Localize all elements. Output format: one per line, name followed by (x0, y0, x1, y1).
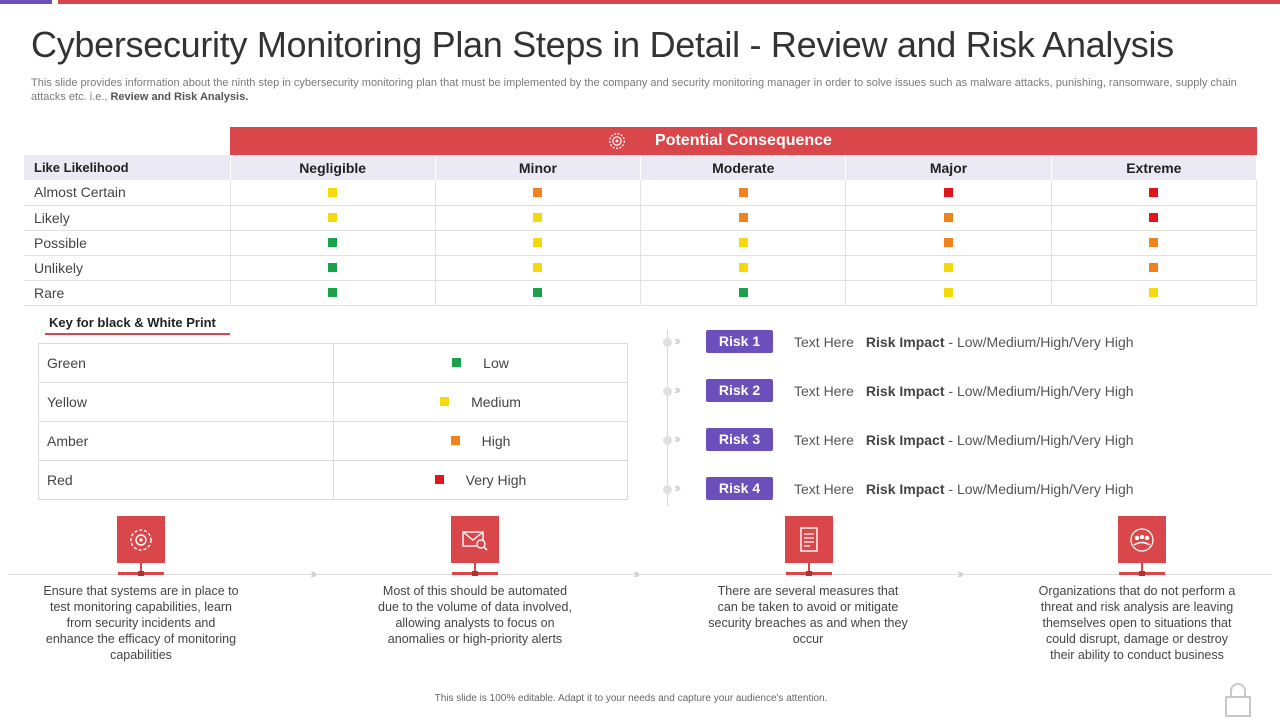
subtitle-bold: Review and Risk Analysis. (110, 91, 249, 103)
risk-item (662, 428, 1262, 452)
chevrons-icon: ››› (633, 566, 637, 581)
matrix-cell (230, 255, 435, 280)
key-color-name: Green (39, 344, 334, 383)
step-description: Organizations that do not perform a threat and risk analysis are leaving themselves open to situations that could disrupt, damage or destroy their ability to conduct business (1038, 584, 1236, 662)
key-title-underline (45, 333, 230, 335)
key-level-label: Medium (471, 394, 521, 410)
top-accent-purple (0, 0, 52, 4)
risk-description (794, 432, 1134, 448)
risk-badge: Risk 3 (706, 428, 773, 451)
matrix-cell (435, 255, 640, 280)
key-level-label: High (481, 433, 511, 449)
step-marker-center (472, 571, 478, 576)
matrix-cell (641, 280, 846, 305)
risk-level-green-marker (328, 288, 337, 297)
risk-description (794, 383, 1134, 399)
timeline-dot (663, 338, 672, 347)
step-marker-center (138, 571, 144, 576)
footer-note: This slide is 100% editable. Adapt it to your needs and capture your audience's attention. (434, 693, 828, 704)
matrix-row (24, 180, 1257, 205)
chevrons-icon: ››› (310, 566, 314, 581)
likelihood-label: Likely (24, 205, 230, 230)
risk-level-amber-marker (1149, 263, 1158, 272)
matrix-cell (1051, 255, 1256, 280)
matrix-row (24, 205, 1257, 230)
step-description: There are several measures that can be taken to avoid or mitigate security breaches as and when they occur (708, 584, 908, 646)
matrix-cell (1051, 230, 1256, 255)
matrix-row (24, 255, 1257, 280)
risk-impact-label: Risk Impact (865, 383, 945, 399)
timeline-dot (663, 485, 672, 494)
risk-text: Text Here (794, 432, 854, 448)
matrix-cell (435, 205, 640, 230)
column-header: Moderate (641, 155, 846, 180)
matrix-cell (230, 280, 435, 305)
risk-level-red-marker (1149, 213, 1158, 222)
matrix-cell (641, 255, 846, 280)
matrix-cell (846, 180, 1051, 205)
matrix-cell (846, 255, 1051, 280)
step-marker-center (806, 571, 812, 576)
risk-level-amber-marker (739, 213, 748, 222)
risk-level-yellow-marker (944, 288, 953, 297)
risk-level-red-marker (1149, 188, 1158, 197)
risk-level-yellow-marker (739, 263, 748, 272)
matrix-cell (435, 280, 640, 305)
potential-consequence-label: Potential Consequence (655, 132, 832, 149)
risk-impact-label: Risk Impact (865, 334, 945, 350)
key-yellow-marker (440, 397, 449, 406)
risk-level-amber-marker (944, 213, 953, 222)
key-amber-marker (451, 436, 460, 445)
key-color-name: Amber (39, 422, 334, 461)
risk-level-yellow-marker (944, 263, 953, 272)
matrix-header-row (24, 155, 1257, 180)
matrix-cell (641, 230, 846, 255)
risk-impact-value: - Low/Medium/High/Very High (948, 481, 1134, 497)
key-level-cell (334, 383, 628, 422)
key-title: Key for black & White Print (49, 315, 216, 330)
risk-description (794, 481, 1134, 497)
risk-matrix (24, 155, 1257, 306)
team-meeting-icon (1128, 527, 1156, 553)
matrix-cell (230, 230, 435, 255)
likelihood-label: Rare (24, 280, 230, 305)
risk-impact-value: - Low/Medium/High/Very High (948, 432, 1134, 448)
risk-level-yellow-marker (328, 188, 337, 197)
risk-level-green-marker (328, 263, 337, 272)
risk-level-green-marker (328, 238, 337, 247)
top-accent-red (58, 0, 1280, 4)
risk-level-red-marker (944, 188, 953, 197)
risk-impact-value: - Low/Medium/High/Very High (948, 334, 1134, 350)
gear-icon (606, 130, 628, 152)
color-key-table (38, 343, 628, 500)
risk-badge: Risk 1 (706, 330, 773, 353)
matrix-row (24, 230, 1257, 255)
chevrons-icon: ››› (674, 382, 678, 397)
steps-connector-line (8, 574, 1272, 575)
likelihood-label: Unlikely (24, 255, 230, 280)
timeline-dot (663, 436, 672, 445)
risk-text: Text Here (794, 334, 854, 350)
risk-item (662, 330, 1262, 354)
page-title: Cybersecurity Monitoring Plan Steps in Detail - Review and Risk Analysis (31, 24, 1174, 65)
risk-badge: Risk 2 (706, 379, 773, 402)
risk-level-amber-marker (944, 238, 953, 247)
gear-cycle-icon (128, 527, 154, 553)
matrix-cell (641, 180, 846, 205)
matrix-cell (641, 205, 846, 230)
risk-level-amber-marker (1149, 238, 1158, 247)
page-subtitle (31, 76, 1251, 104)
step-description: Ensure that systems are in place to test monitoring capabilities, learn from security incidents and enhance the efficacy of monitoring capabilities (43, 584, 239, 662)
timeline-dot (663, 387, 672, 396)
risk-level-green-marker (739, 288, 748, 297)
risk-text: Text Here (794, 383, 854, 399)
key-color-name: Red (39, 461, 334, 500)
risk-item (662, 477, 1262, 501)
risk-impact-label: Risk Impact (865, 481, 945, 497)
risk-level-yellow-marker (533, 213, 542, 222)
step-marker-center (1139, 571, 1145, 576)
column-header: Major (846, 155, 1051, 180)
risk-impact-label: Risk Impact (865, 432, 945, 448)
key-row (39, 344, 628, 383)
matrix-cell (435, 230, 640, 255)
step-icon-box (117, 516, 165, 563)
key-row (39, 461, 628, 500)
risk-impact-value: - Low/Medium/High/Very High (948, 383, 1134, 399)
matrix-cell (230, 205, 435, 230)
key-red-marker (435, 475, 444, 484)
risk-text: Text Here (794, 481, 854, 497)
key-row (39, 422, 628, 461)
chevrons-icon: ››› (674, 431, 678, 446)
matrix-cell (1051, 180, 1256, 205)
step-icon-box (785, 516, 833, 563)
risk-badge: Risk 4 (706, 477, 773, 500)
chevrons-icon: ››› (674, 480, 678, 495)
key-row (39, 383, 628, 422)
matrix-cell (846, 280, 1051, 305)
key-level-cell (334, 422, 628, 461)
key-level-label: Very High (465, 472, 527, 488)
key-body (39, 344, 628, 500)
risk-level-yellow-marker (533, 263, 542, 272)
subtitle-text: This slide provides information about the ninth step in cybersecurity monitoring plan that must be implemented by the company and security monitoring manager in order to solve issues such as malware attacks, punishing, ransomware, supply chain attacks etc. i.e., (31, 77, 1237, 103)
column-header: Negligible (230, 155, 435, 180)
matrix-cell (846, 205, 1051, 230)
key-level-cell (334, 344, 628, 383)
matrix-cell (1051, 280, 1256, 305)
matrix-cell (846, 230, 1051, 255)
lock-icon (1224, 681, 1252, 717)
risk-level-yellow-marker (739, 238, 748, 247)
step-icon-box (451, 516, 499, 563)
key-level-cell (334, 461, 628, 500)
chevrons-icon: ››› (674, 333, 678, 348)
envelope-search-icon (461, 527, 489, 553)
potential-consequence-header (230, 127, 1257, 155)
step-description: Most of this should be automated due to the volume of data involved, allowing analysts to focus on anomalies or high-priority alerts (378, 584, 572, 646)
matrix-cell (1051, 205, 1256, 230)
key-green-marker (452, 358, 461, 367)
column-header: Minor (435, 155, 640, 180)
risk-level-yellow-marker (328, 213, 337, 222)
matrix-row (24, 280, 1257, 305)
key-level-label: Low (483, 355, 509, 371)
likelihood-label: Almost Certain (24, 180, 230, 205)
risk-item (662, 379, 1262, 403)
key-color-name: Yellow (39, 383, 334, 422)
step-icon-box (1118, 516, 1166, 563)
matrix-cell (230, 180, 435, 205)
risk-level-amber-marker (739, 188, 748, 197)
matrix-cell (435, 180, 640, 205)
risk-level-yellow-marker (1149, 288, 1158, 297)
likelihood-label: Possible (24, 230, 230, 255)
likelihood-header: Like Likelihood (24, 155, 230, 180)
matrix-body (24, 180, 1257, 305)
column-header: Extreme (1051, 155, 1256, 180)
chevrons-icon: ››› (957, 566, 961, 581)
document-checklist-icon (797, 526, 821, 554)
risk-description (794, 334, 1134, 350)
risk-level-green-marker (533, 288, 542, 297)
top-accent-bar (0, 0, 1280, 4)
risk-level-yellow-marker (533, 238, 542, 247)
risk-level-amber-marker (533, 188, 542, 197)
